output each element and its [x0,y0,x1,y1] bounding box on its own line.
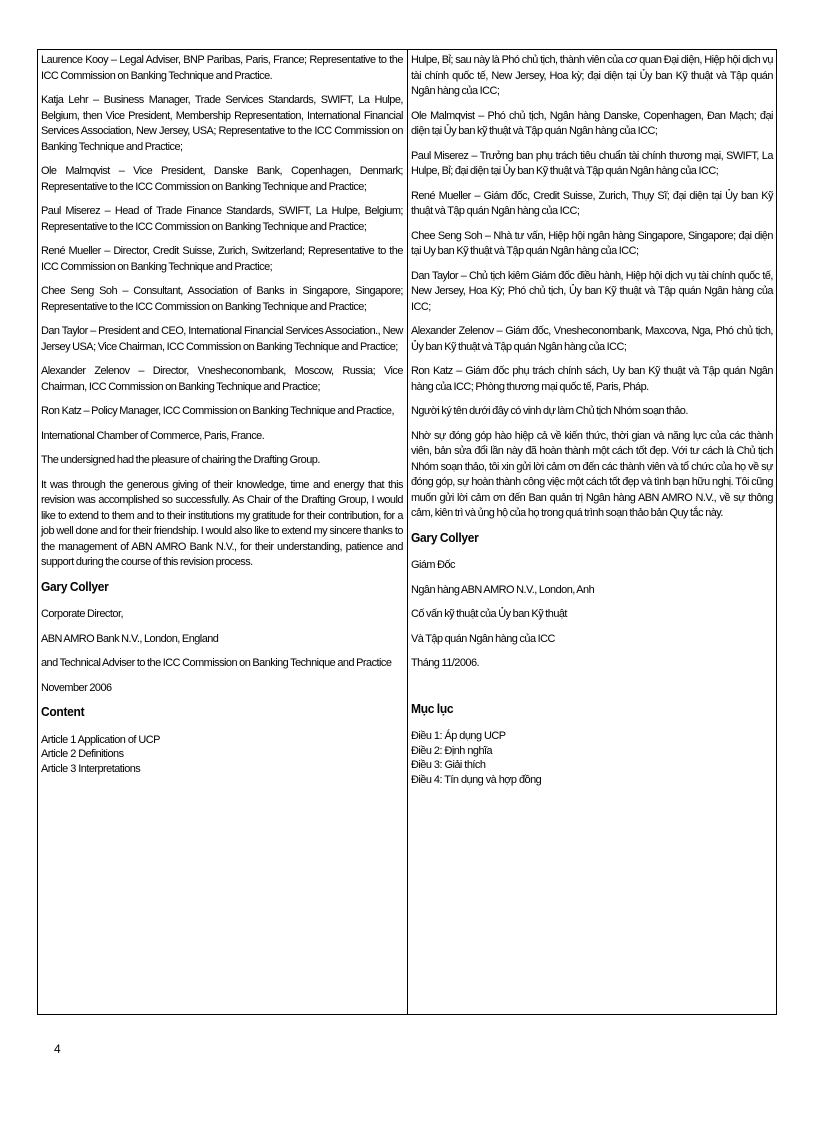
toc-item: Điều 4: Tín dụng và hợp đồng [410,773,541,786]
paragraph: Chee Seng Soh – Nhà tư vấn, Hiệp hội ngân hàng Singapore, Singapore; đại diện tại Uy ban Kỹ thuật và Tập quán Ngân hàng của ICC; [410,229,773,257]
paragraph: Laurence Kooy – Legal Adviser, BNP Paribas, Paris, France; Representative to the ICC Commission on Banking Technique and Practice. [41,54,403,82]
signer-line: Corporate Director, [41,608,123,620]
content-heading: Mục lục [410,701,453,716]
toc-item: Article 2 Definitions [41,748,124,760]
signer-line: ABN AMRO Bank N.V., London, England [41,632,219,645]
bilingual-table [37,49,777,1015]
paragraph: René Mueller – Director, Credit Suisse, Zurich, Switzerland; Representative to the ICC Commission on Banking Technique and Practice; [41,245,403,273]
toc-item: Article 1 Application of UCP [41,733,160,746]
table-of-contents [41,733,404,777]
signer-line: November 2006 [41,681,112,694]
paragraph: Ole Malmqvist – Vice President, Danske Bank, Copenhagen, Denmark; Representative to the ICC Commission on Banking Technique and Practice; [41,165,403,193]
paragraph: René Mueller – Giám đốc, Credit Suisse, Zurich, Thụy Sĩ; đại diện tại Ủy ban Kỹ thuật và Tập quán Ngân hàng của ICC; [410,189,773,217]
toc-item: Điều 3: Giải thích [410,759,485,771]
english-column [38,50,408,1014]
signer-line: Và Tập quán Ngân hàng của ICC [410,632,555,645]
signer-line: Cố vấn kỹ thuật của Ủy ban Kỹ thuật [410,608,567,620]
signer-line: Ngân hàng ABN AMRO N.V., London, Anh [410,583,594,596]
paragraph: Người ký tên dưới đây có vinh dự làm Chủ tịch Nhóm soạn thảo. [410,405,688,417]
paragraph: Hulpe, Bỉ; sau này là Phó chủ tịch, thành viên của cơ quan Đại diện, Hiệp hội dịch vụ tài chính quốc tế, New Jersey, Hoa kỳ; đại diện tại Ủy ban Kỹ thuật và Tập quán Ngân hàng của ICC; [410,54,773,97]
signer-line: Giám Đốc [410,559,455,571]
vietnamese-column [408,50,777,1014]
toc-item: Điều 1: Áp dụng UCP [410,730,506,742]
paragraph: Katja Lehr – Business Manager, Trade Services Standards, SWIFT, La Hulpe, Belgium, then Vice President, Membership Representation, International Financial Services Association, New Jersey, USA; Representative to the ICC Commission on Banking Technique and Practice; [41,94,403,153]
signer-name: Gary Collyer [41,579,109,594]
paragraph: Alexander Zelenov – Giám đốc, Vnesheconombank, Maxcơva, Nga, Phó chủ tịch, Ủy ban Kỹ thuật và Tập quán Ngân hàng của ICC; [410,325,773,353]
paragraph: The undersigned had the pleasure of chairing the Drafting Group. [41,454,320,466]
paragraph: Nhờ sự đóng góp hào hiệp cả về kiến thức, thời gian và năng lực của các thành viên, bản sửa đổi lần này đã hoàn thành một cách tốt đẹp. Với tư cách là Chủ tịch Nhóm soạn thảo, tôi xin gửi lời cảm ơn đến các thành viên và tổ chức của họ về sự đóng góp, sự hoàn thành công việc một cách tốt đẹp và tình bạn hữu nghị. Tôi cũng muốn gửi lời cảm ơn đến Ban quản trị Ngân hàng ABN AMRO N.V., về sự thông cảm, kiên trì và ủng hộ của họ trong quá trình soạn thảo bản Quy tắc này. [410,429,773,519]
table-of-contents [411,729,774,787]
paragraph: Dan Taylor – Chủ tịch kiêm Giám đốc điều hành, Hiệp hội dịch vụ tài chính quốc tế, New Jersey, Hoa Kỳ; Phó chủ tịch, Ủy ban Kỹ thuật và Tập quán Ngân hàng của ICC; [410,269,773,313]
signer-line: Tháng 11/2006. [410,657,479,669]
paragraph: Ron Katz – Policy Manager, ICC Commission on Banking Technique and Practice, [41,405,394,417]
toc-item: Điều 2: Định nghĩa [410,744,492,757]
paragraph: It was through the generous giving of their knowledge, time and energy that this revision was accomplished so successfully. As Chair of the Drafting Group, I would like to extend to them and to their institutions my gratitude for their contribution, for a job well done and for their friendship. I would also like to extend my sincere thanks to the management of ABN AMRO Bank N.V., for their understanding, patience and support during the course of this revision process. [41,478,403,568]
paragraph: Ole Malmqvist – Phó chủ tịch, Ngân hàng Danske, Copenhagen, Đan Mạch; đại diện tại Ủy ban kỹ thuật và Tập quán Ngân hàng của ICC; [410,109,773,137]
paragraph: Ron Katz – Giám đốc phụ trách chính sách, Uy ban Kỹ thuật và Tập quán Ngân hàng của ICC; Phòng thương mại quốc tế, Paris, Pháp. [410,365,773,393]
paragraph: Paul Miserez – Head of Trade Finance Standards, SWIFT, La Hulpe, Belgium; Representative to the ICC Commission on Banking Technique and Practice; [41,205,403,233]
signer-name: Gary Collyer [410,530,479,545]
paragraph: Chee Seng Soh – Consultant, Association of Banks in Singapore, Singapore; Representative to the ICC Commission on Banking Technique and Practice; [41,285,403,313]
toc-item: Article 3 Interpretations [41,762,141,775]
paragraph: Paul Miserez – Trưởng ban phụ trách tiêu chuẩn tài chính thương mại, SWIFT, La Hulpe, Bỉ; đại diện tại Ủy ban Kỹ thuật và Tập quán Ngân hàng của ICC; [410,149,773,177]
paragraph: International Chamber of Commerce, Paris, France. [41,429,265,442]
content-heading: Content [41,705,85,719]
paragraph: Alexander Zelenov – Director, Vnesheconombank, Moscow, Russia; Vice Chairman, ICC Commission on Banking Technique and Practice; [41,365,403,393]
signer-line: and Technical Adviser to the ICC Commission on Banking Technique and Practice [41,657,392,669]
page-number: 4 [54,1042,61,1056]
paragraph: Dan Taylor – President and CEO, International Financial Services Association., New Jersey USA; Vice Chairman, ICC Commission on Banking Technique and Practice; [41,325,403,353]
